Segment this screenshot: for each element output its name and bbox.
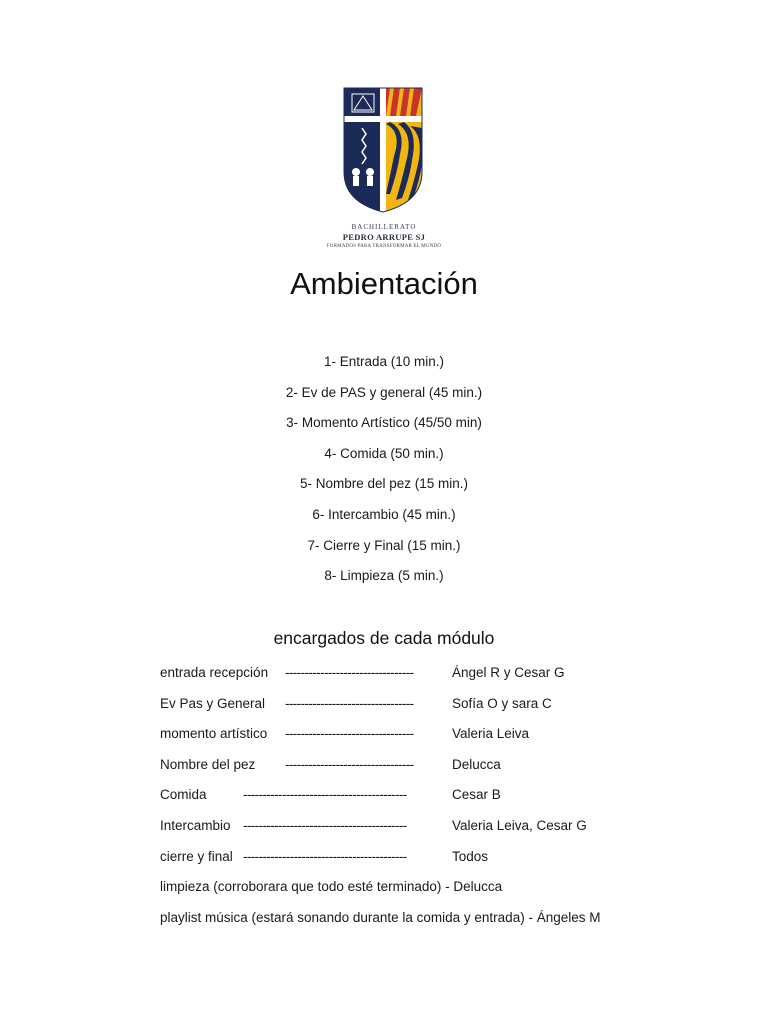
assignment-row	[160, 694, 720, 725]
logo-text-line2: PEDRO ARRUPE SJ	[342, 232, 426, 242]
agenda-item: 8- Limpieza (5 min.)	[324, 568, 444, 584]
module-name: Comida	[160, 787, 207, 803]
note-line: playlist música (estará sonando durante la comida y entrada) - Ángeles M	[160, 909, 601, 925]
agenda-item: 7- Cierre y Final (15 min.)	[307, 537, 461, 553]
agenda-list	[0, 352, 768, 597]
agenda-item: 6- Intercambio (45 min.)	[312, 506, 456, 522]
dash-leader: ------------------------------------------	[243, 848, 407, 864]
logo-text-line1: BACHILLERATO	[351, 223, 417, 231]
shield-icon	[310, 84, 458, 220]
dash-leader: ---------------------------------	[285, 756, 414, 772]
person-name: Valeria Leiva	[452, 726, 530, 742]
person-name: Ángel R y Cesar G	[452, 665, 565, 680]
agenda-item: 2- Ev de PAS y general (45 min.)	[285, 384, 483, 400]
assignment-row	[160, 663, 720, 694]
logo-text-line3: FORMADOS PARA TRANSFORMAR EL MUNDO	[326, 244, 442, 249]
dash-leader: ------------------------------------------	[243, 817, 407, 833]
assignment-row	[160, 755, 720, 786]
note-line: limpieza (corroborara que todo esté terminado) - Delucca	[160, 879, 503, 895]
module-name: Intercambio	[160, 817, 231, 833]
assignment-row	[160, 724, 720, 755]
assignment-row	[160, 785, 720, 816]
person-name: Cesar B	[452, 787, 501, 803]
person-name: Delucca	[452, 756, 501, 772]
page-title: Ambientación	[290, 266, 478, 301]
school-logo	[310, 84, 458, 256]
dash-leader: ---------------------------------	[285, 665, 414, 680]
person-name: Sofía O y sara C	[452, 695, 552, 711]
agenda-item: 1- Entrada (10 min.)	[323, 354, 445, 369]
assignment-row	[160, 847, 720, 878]
agenda-item: 4- Comida (50 min.)	[324, 445, 444, 461]
module-name: Nombre del pez	[160, 756, 256, 772]
module-name: momento artístico	[160, 726, 268, 742]
dash-leader: ---------------------------------	[285, 726, 414, 742]
agenda-item: 5- Nombre del pez (15 min.)	[299, 476, 469, 492]
dash-leader: ------------------------------------------	[243, 787, 407, 803]
module-name: entrada recepción	[160, 665, 269, 680]
person-name: Valeria Leiva, Cesar G	[452, 817, 587, 833]
module-name: cierre y final	[160, 848, 233, 864]
module-name: Ev Pas y General	[160, 695, 266, 711]
section-heading: encargados de cada módulo	[273, 628, 495, 648]
assignments-list	[160, 663, 720, 938]
assignment-row	[160, 816, 720, 847]
person-name: Todos	[452, 848, 489, 864]
agenda-item: 3- Momento Artístico (45/50 min)	[286, 415, 482, 431]
dash-leader: ---------------------------------	[285, 695, 414, 711]
